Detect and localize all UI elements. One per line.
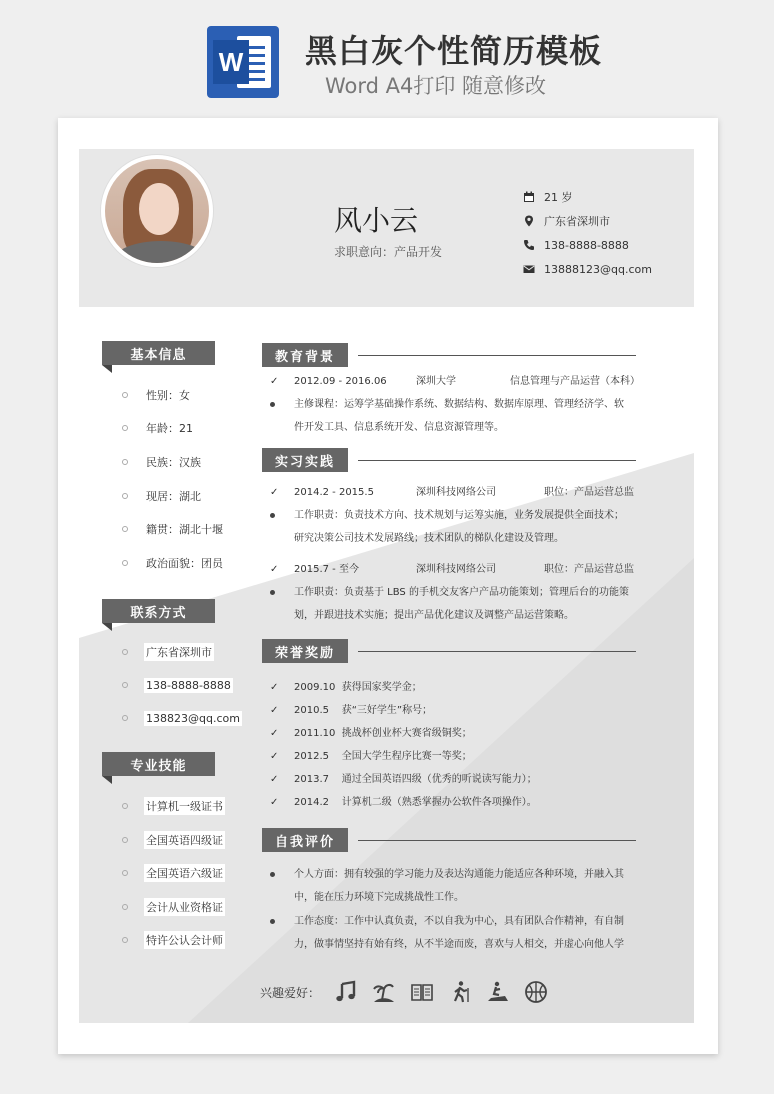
check-icon: ✓: [270, 564, 279, 575]
location-pin-icon: [523, 215, 535, 227]
banner-subtitle: Word A4打印 随意修改: [325, 74, 547, 98]
bullet-icon: [270, 402, 275, 407]
self-eval-divider: [358, 840, 636, 841]
island-icon: [372, 980, 396, 1004]
hobbies-row: [260, 980, 548, 1004]
contact-title: 联系方式: [102, 599, 215, 623]
skill-item: 全国英语六级证: [122, 863, 225, 883]
check-icon: ✓: [270, 682, 279, 693]
word-logo-icon: [207, 26, 279, 98]
honor-item: ✓ 2009.10 获得国家奖学金；: [270, 676, 648, 699]
job1-role: 职位：产品运营总监: [544, 487, 634, 498]
education-school: 深圳大学: [416, 376, 456, 387]
location-row: [523, 209, 652, 233]
education-title: 教育背景: [262, 343, 348, 367]
check-icon: ✓: [270, 751, 279, 762]
skill-item: 全国英语四级证: [122, 830, 225, 850]
internship-title: 实习实践: [262, 448, 348, 472]
age-row: [523, 185, 652, 209]
avatar: [101, 155, 213, 267]
honor-item: ✓ 2010.5 获“三好学生”称号；: [270, 699, 648, 722]
basic-info-item: 民族：汉族: [122, 452, 203, 472]
phone-icon: [523, 239, 535, 251]
bullet-icon: [270, 513, 275, 518]
education-courses: 主修课程：运筹学基础操作系统、数据结构、数据库原理、管理经济学、软 件开发工具、信息系统开发、信息资源管理等。: [270, 393, 648, 439]
job2-company: 深圳科技网络公司: [416, 564, 496, 575]
job2-duty: 工作职责：负责基于 LBS 的手机交友客户产品功能策划；管理后台的功能策 划，并跟进技术实施；提出产品优化建议及调整产品运营策略。: [270, 581, 648, 627]
education-entry: [270, 370, 648, 393]
check-icon: ✓: [270, 487, 279, 498]
age-text: 21 岁: [544, 191, 573, 204]
honor-item: ✓ 2012.5 全国大学生程序比赛一等奖；: [270, 745, 648, 768]
honors-divider: [358, 651, 636, 652]
job-intent: 求职意向：产品开发: [334, 245, 443, 259]
location-text: 广东省深圳市: [544, 215, 610, 228]
honor-item: ✓ 2013.7 通过全国英语四级（优秀的听说读写能力）；: [270, 768, 648, 791]
check-icon: ✓: [270, 728, 279, 739]
education-divider: [358, 355, 636, 356]
contact-item: 138-8888-8888: [122, 675, 233, 695]
skill-item: 特许公认会计师: [122, 930, 225, 950]
self-eval-attitude: 工作态度：工作中认真负责，不以自我为中心，具有团队合作精神，有自制 力，做事情坚持有始有终，从不半途而废，喜欢与人相交，并虚心向他人学: [270, 910, 648, 956]
hobbies-label: 兴趣爱好：: [260, 985, 321, 1000]
candidate-name: 风小云: [334, 204, 419, 237]
self-eval-title: 自我评价: [262, 828, 348, 852]
basic-info-title: 基本信息: [102, 341, 215, 365]
contact-item: 广东省深圳市: [122, 642, 214, 662]
job1-duty: 工作职责：负责技术方向、技术规划与运筹实施，业务发展提供全面技术； 研究决策公司技术发展路线；技术团队的梯队化建设及管理。: [270, 504, 648, 550]
banner-title: 黑白灰个性简历模板: [305, 32, 603, 70]
skill-item: 计算机一级证书: [122, 796, 225, 816]
basic-info-item: 籍贯：湖北十堰: [122, 519, 225, 539]
email-text: 13888123@qq.com: [544, 262, 652, 276]
phone-text: 138-8888-8888: [544, 238, 629, 252]
job1-company: 深圳科技网络公司: [416, 487, 496, 498]
basketball-icon: [524, 980, 548, 1004]
check-icon: ✓: [270, 774, 279, 785]
basic-info-item: 现居：湖北: [122, 486, 203, 506]
basic-info-item: 政治面貌：团员: [122, 553, 225, 573]
skill-item: 会计从业资格证: [122, 897, 225, 917]
skills-title: 专业技能: [102, 752, 215, 776]
bullet-icon: [270, 919, 275, 924]
bullet-icon: [270, 590, 275, 595]
phone-row: [523, 233, 652, 257]
honor-item: ✓ 2014.2 计算机二级（熟悉掌握办公软件各项操作）。: [270, 791, 648, 814]
resume-page: [58, 118, 718, 1054]
honor-item: ✓ 2011.10 挑战杯创业杯大赛省级铜奖；: [270, 722, 648, 745]
fitness-icon: [486, 980, 510, 1004]
bullet-icon: [270, 872, 275, 877]
internship-divider: [358, 460, 636, 461]
header-contact: [523, 185, 652, 281]
check-icon: ✓: [270, 797, 279, 808]
education-major: 信息管理与产品运营（本科）: [510, 376, 640, 387]
job2-period: 2015.7 - 至今: [294, 564, 359, 575]
music-icon: [334, 980, 358, 1004]
education-period: 2012.09 - 2016.06: [294, 376, 387, 387]
check-icon: ✓: [270, 376, 279, 387]
check-icon: ✓: [270, 705, 279, 716]
email-row: [523, 257, 652, 281]
basic-info-item: 年龄：21: [122, 418, 195, 438]
internship-entry: [270, 481, 648, 504]
internship-entry: [270, 558, 648, 581]
calendar-icon: [523, 191, 535, 203]
job2-role: 职位：产品运营总监: [544, 564, 634, 575]
self-eval-personal: 个人方面：拥有较强的学习能力及表达沟通能力能适应各种环境，并融入其 中，能在压力环境下完成挑战性工作。: [270, 863, 648, 909]
header-block: [79, 149, 694, 307]
mail-icon: [523, 263, 535, 275]
book-icon: [410, 980, 434, 1004]
job1-period: 2014.2 - 2015.5: [294, 487, 374, 498]
contact-item: 138823@qq.com: [122, 708, 242, 728]
basic-info-item: 性别：女: [122, 385, 192, 405]
banner: [0, 0, 774, 118]
hiking-icon: [448, 980, 472, 1004]
word-logo-letter: W: [213, 40, 249, 84]
honors-title: 荣誉奖励: [262, 639, 348, 663]
